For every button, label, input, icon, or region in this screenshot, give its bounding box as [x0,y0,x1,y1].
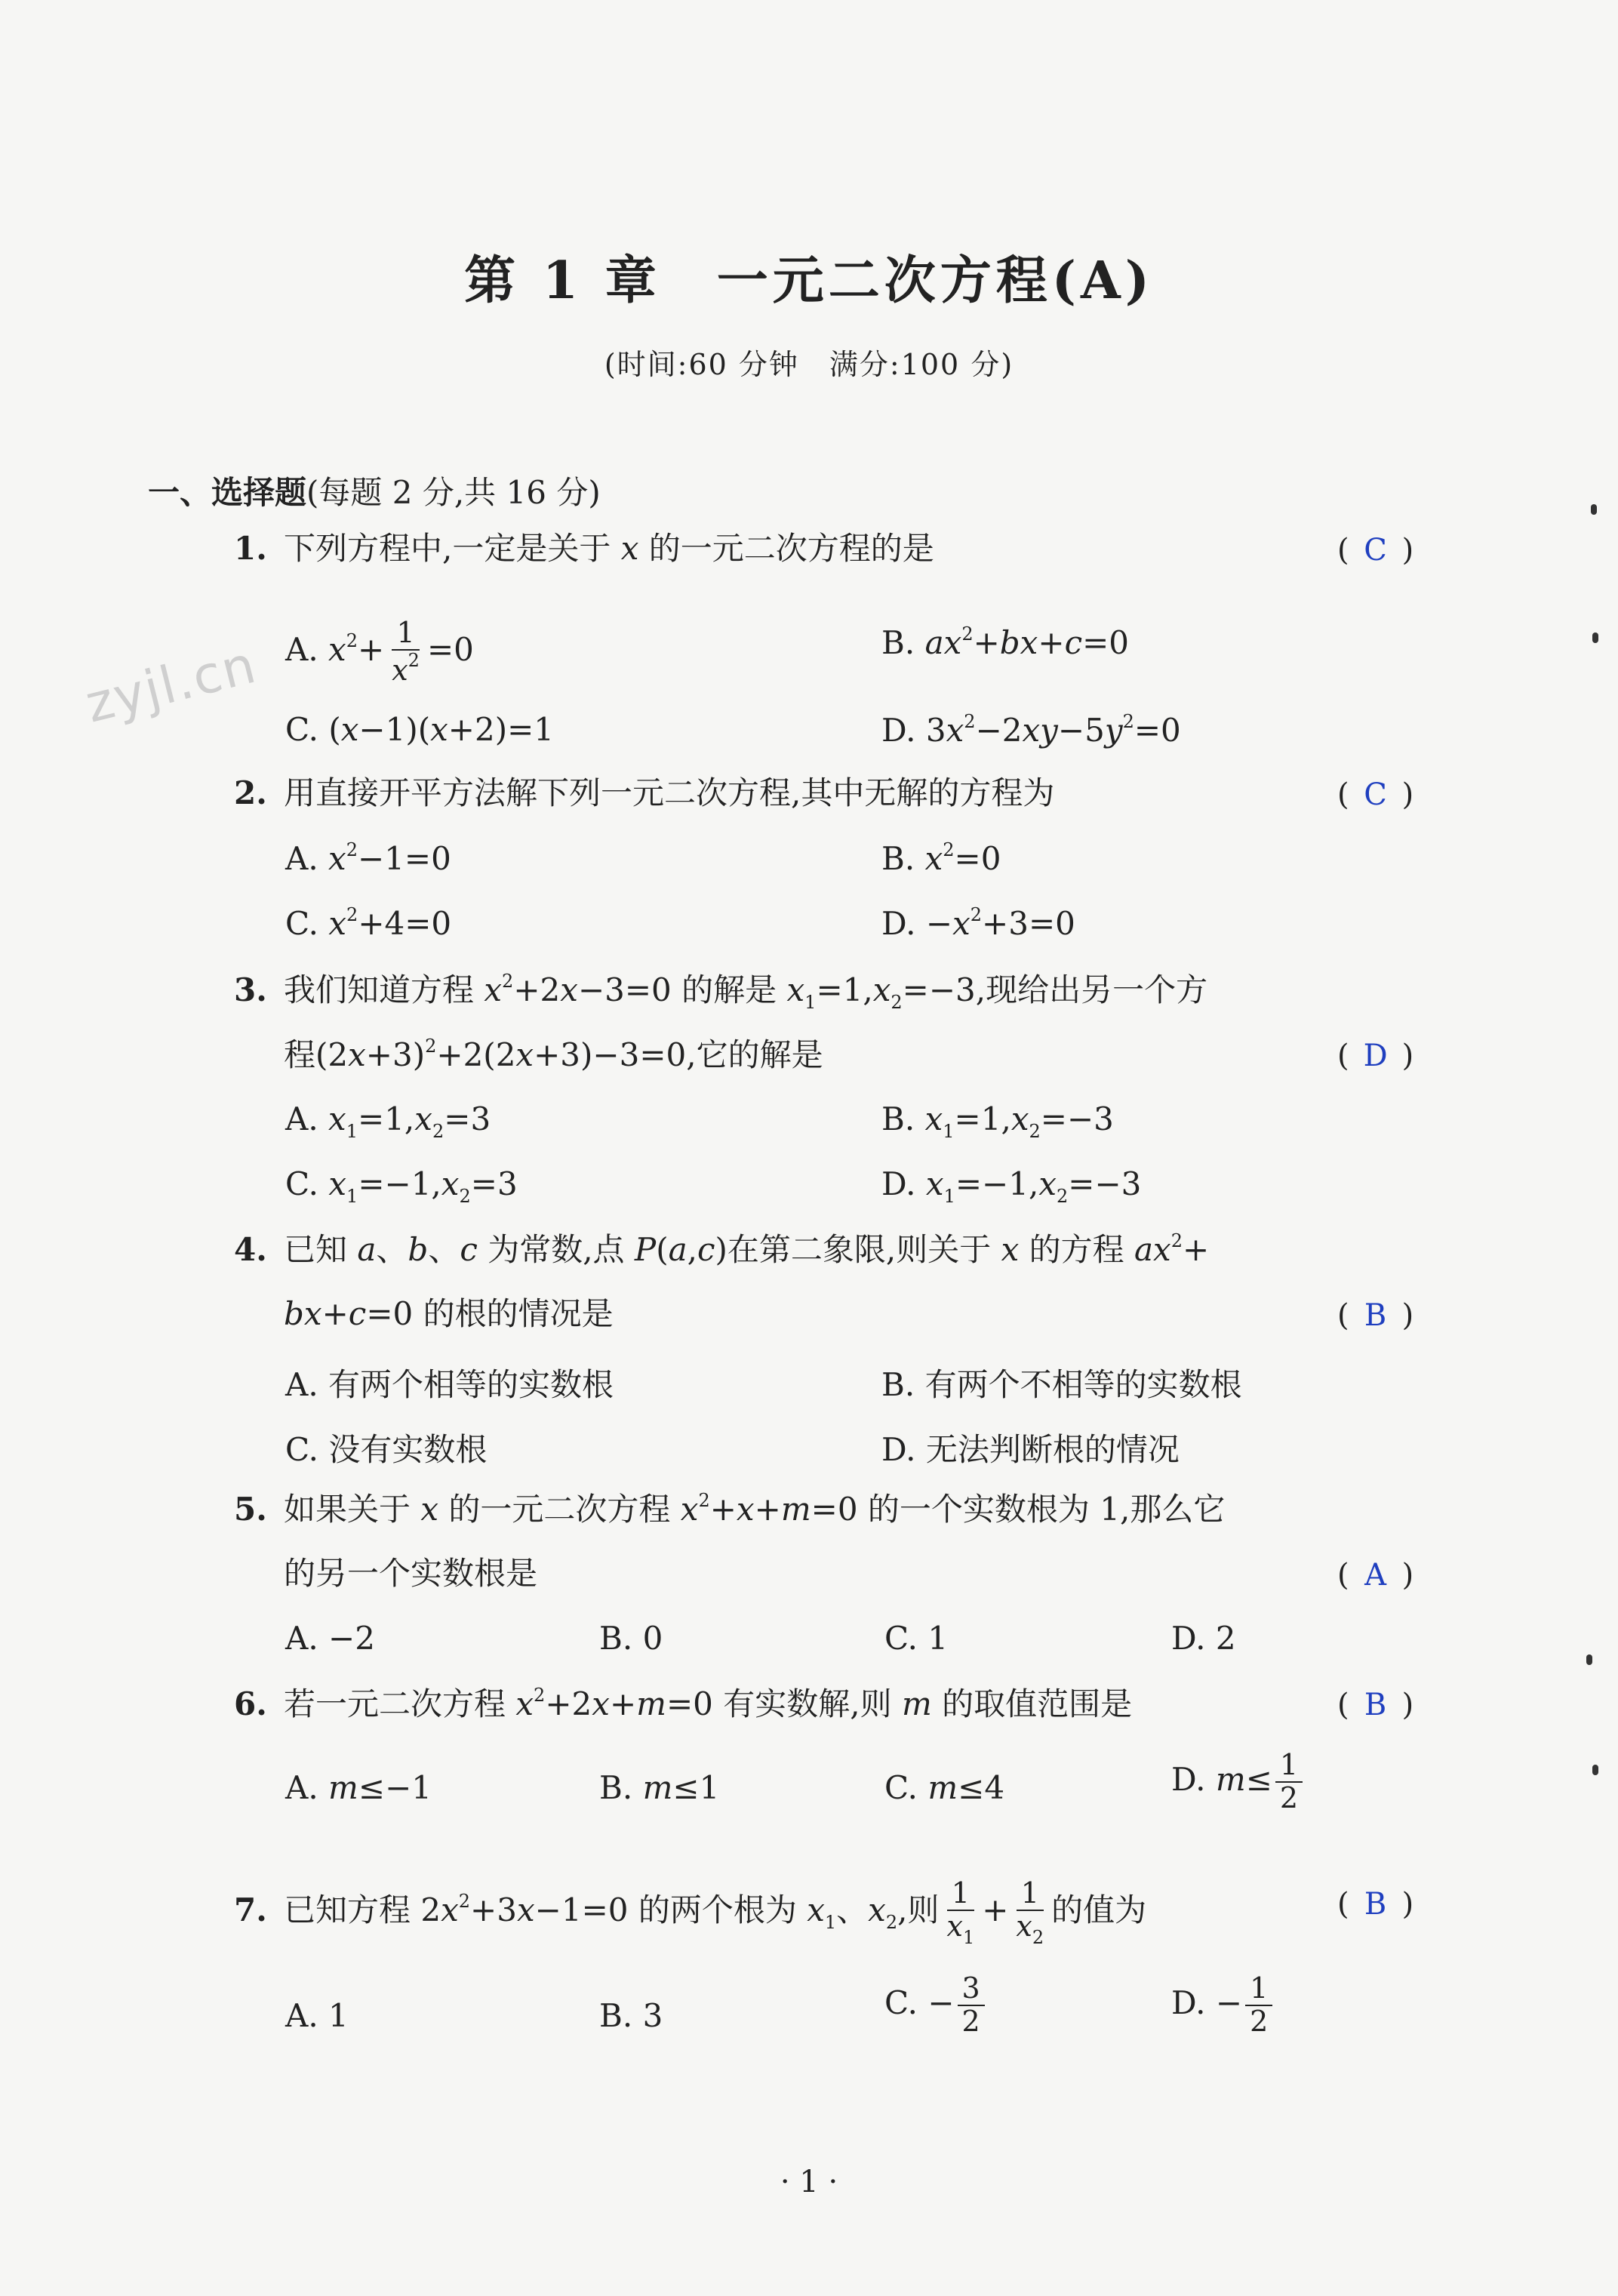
option-6b: B. m≤1 [599,1769,720,1806]
scan-speck [1591,504,1597,515]
answer-letter: A [1364,1558,1387,1593]
option-2a: A. $x^2-1=0$ [285,839,451,877]
answer-bracket-3: ( D ) [1337,1039,1414,1073]
option-1d: D. $3x^2-2xy-5y^2=0$ [881,711,1181,749]
option-4c: C. 没有实数根 [285,1431,488,1468]
section-heading [148,468,601,513]
option-1b: B. $ax^2+bx+c=0$ [881,623,1130,661]
option-6c: C. m≤4 [884,1769,1005,1806]
option-7c: C. − $\frac{3}{2}$ [884,1973,988,2038]
question-7-stem: 7. 已知方程 $2x^2+3x-1=0$ 的两个根为 $x_1$、$x_2$,则 $\frac{1}{x_1}$ + $\frac{1}{x_2}$ 的值为 [234,1876,1147,1948]
question-4-stem-line1: 4. 已知 a、b、c 为常数,点 P(a,c)在第二象限,则关于 x 的方程 $ax^2+$ [234,1230,1210,1268]
option-7d: D. − $\frac{1}{2}$ [1171,1973,1275,2038]
answer-letter: D [1363,1039,1388,1073]
option-6a: A. m≤−1 [285,1769,432,1806]
option-4a: A. 有两个相等的实数根 [285,1366,614,1403]
page-number: · 1 · [780,2165,838,2199]
time-score-note: (时间:60 分钟 满分:100 分) [604,348,1014,381]
option-6d: D. m≤ $\frac{1}{2}$ [1171,1750,1306,1814]
question-number: 7. [234,1891,267,1929]
answer-bracket-4: ( B ) [1337,1298,1414,1333]
option-4b: B. 有两个不相等的实数根 [881,1366,1242,1403]
section-note: (每题 2 分,共 16 分) [306,474,601,511]
option-2d: D. $-x^2+3=0$ [881,904,1075,942]
option-5c: C. 1 [884,1620,949,1657]
question-number: 5. [234,1491,267,1528]
question-1-stem: 1. 下列方程中,一定是关于 x 的一元二次方程的是 [234,530,934,567]
answer-bracket-1: ( C ) [1337,533,1414,568]
answer-letter: B [1364,1298,1387,1333]
scan-speck [1592,1765,1598,1775]
question-number: 1. [234,530,267,567]
answer-letter: B [1364,1887,1387,1922]
answer-bracket-6: ( B ) [1337,1688,1414,1722]
option-2c: C. $x^2+4=0$ [285,904,452,942]
answer-letter: C [1364,777,1387,812]
watermark: zyjl.cn [79,635,263,735]
question-number: 3. [234,971,267,1008]
option-1a: A. $x^2+$ $\frac{1}{x^2}$ =0 [285,616,474,687]
answer-bracket-7: ( B ) [1337,1887,1414,1922]
question-3-stem-line2: 程$(2x+3)^2+2(2x+3)-3=0$,它的解是 [284,1036,823,1073]
question-number: 6. [234,1685,267,1722]
scan-speck [1586,1654,1592,1665]
question-6-stem: 6. 若一元二次方程 $x^2+2x+m=0$ 有实数解,则 m 的取值范围是 [234,1685,1133,1722]
answer-bracket-2: ( C ) [1337,777,1414,812]
section-title: 一、选择题 [148,474,307,511]
option-3d: D. $x_1=-1,x_2=-3$ [881,1165,1142,1207]
question-5-stem-line2: 的另一个实数根是 [284,1555,538,1592]
question-5-stem-line1: 5. 如果关于 x 的一元二次方程 $x^2+x+m=0$ 的一个实数根为 1,那么它 [234,1490,1226,1528]
answer-letter: C [1364,533,1387,568]
question-2-stem: 2. 用直接开平方法解下列一元二次方程,其中无解的方程为 [234,774,1055,811]
option-5d: D. 2 [1171,1620,1236,1657]
option-3c: C. $x_1=-1,x_2=3$ [285,1165,518,1207]
option-2b: B. $x^2=0$ [881,839,1001,877]
question-4-stem-line2: bx+c=0 的根的情况是 [284,1295,614,1332]
chapter-title: 第 1 章 一元二次方程(A) [464,251,1154,311]
option-1c: C. (x−1)(x+2)=1 [285,711,555,748]
question-3-stem-line1: 3. 我们知道方程 $x^2+2x-3=0$ 的解是 $x_1=1,x_2=-3$,现给出另一个方 [234,971,1208,1013]
question-number: 2. [234,774,267,811]
scan-speck [1592,632,1598,643]
option-7a: A. 1 [285,1997,349,2034]
option-3b: B. $x_1=1,x_2=-3$ [881,1100,1114,1142]
question-number: 4. [234,1231,267,1268]
option-4d: D. 无法判断根的情况 [881,1431,1180,1468]
option-5b: B. 0 [599,1620,663,1657]
answer-letter: B [1364,1688,1387,1722]
answer-bracket-5: ( A ) [1337,1558,1414,1593]
option-3a: A. $x_1=1,x_2=3$ [285,1100,491,1142]
option-5a: A. −2 [285,1620,375,1657]
option-7b: B. 3 [599,1997,663,2034]
